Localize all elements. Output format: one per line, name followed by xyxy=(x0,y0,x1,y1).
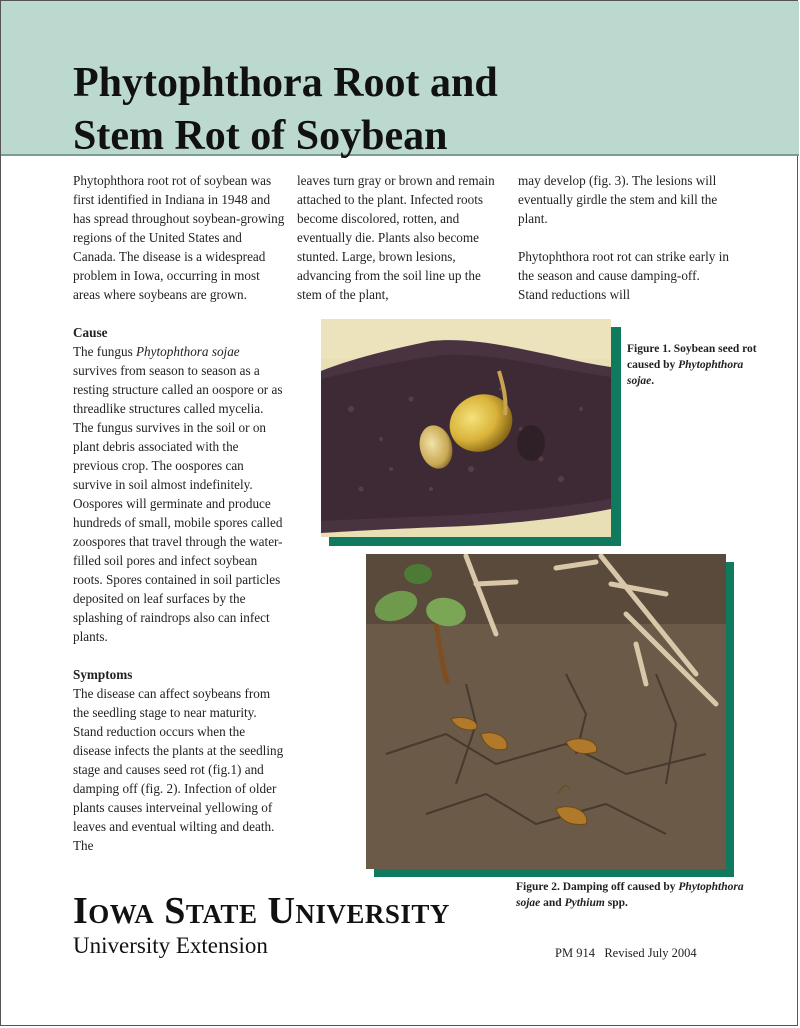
col2-paragraph: leaves turn gray or brown and remain attached to the plant. Infected roots become discolored, rotten, and eventually die. Plants also become stunted. Large, brown lesions, advancing from the soil line up the stem of the plant, xyxy=(297,173,495,302)
figure-2-caption-text: Figure 2. Damping off caused by xyxy=(516,881,679,893)
cause-species-name: Phytophthora sojae xyxy=(136,344,240,359)
figure-2-photo xyxy=(366,554,726,869)
figure-2-caption xyxy=(516,879,756,911)
document-title xyxy=(73,57,498,163)
text-column-1 xyxy=(73,171,285,874)
publication-info: PM 914 Revised July 2004 xyxy=(555,946,697,960)
cause-text-post: survives from season to season as a resting structure called an oospore or as threadlike structures called mycelia. The fungus survives in the soil or on plant debris associated with the previous crop. The oospores can survive in soil almost indefinitely. Oospores will germinate and produce hundreds of small, mobile spores called zoospores that travel through the water-filled soil pores and infect soybean roots. Spores contained in soil particles deposited on leaf surfaces by the splashing of raindrops also can infect plants. xyxy=(73,363,283,644)
figure-1-caption-species: Phytophthora sojae xyxy=(627,359,744,387)
cause-text-pre: The fungus xyxy=(73,344,136,359)
col3-paragraph-1: may develop (fig. 3). The lesions will eventually girdle the stem and kill the plant. xyxy=(518,173,718,226)
university-extension-label: University Extension xyxy=(73,933,268,958)
title-banner xyxy=(1,1,799,159)
cause-paragraph xyxy=(73,342,285,646)
title-line-1: Phytophthora Root and xyxy=(73,60,498,106)
title-line-2: Stem Rot of Soybean xyxy=(73,113,448,159)
figure-1-caption xyxy=(627,341,767,389)
iowa-state-university-logo: Iowa State University xyxy=(73,890,450,932)
figure-2-caption-mid: and xyxy=(540,897,565,909)
text-column-3 xyxy=(518,171,730,323)
figure-1-caption-text: Figure 1. Soybean seed rot caused by xyxy=(627,343,757,371)
symptoms-paragraph: The disease can affect soybeans from the seedling stage to near maturity. Stand reduction occurs when the disease infects the plants at the seedling stage and causes seed rot (fig.1) and damping off (fig. 2). Infection of older plants causes interveinal yellowing of leaves and eventual wilting and death. The xyxy=(73,686,284,853)
figure-1-caption-end: . xyxy=(651,375,655,387)
intro-paragraph: Phytophthora root rot of soybean was first identified in Indiana in 1948 and has spread throughout soybean-growing regions of the United States and Canada. The disease is a widespread problem in Iowa, occurring in most areas where soybeans are grown. xyxy=(73,173,285,302)
figure-1-photo xyxy=(321,319,611,537)
figure-2-caption-end: spp. xyxy=(604,897,628,909)
cause-heading: Cause xyxy=(73,325,108,340)
figure-2-caption-species-1: Phytophthora sojae xyxy=(516,881,744,909)
text-column-2 xyxy=(297,171,509,323)
figure-2-caption-species-2: Pythium xyxy=(564,897,605,909)
symptoms-heading: Symptoms xyxy=(73,667,133,682)
col3-paragraph-2: Phytophthora root rot can strike early in the season and cause damping-off. Stand reductions will xyxy=(518,249,729,302)
